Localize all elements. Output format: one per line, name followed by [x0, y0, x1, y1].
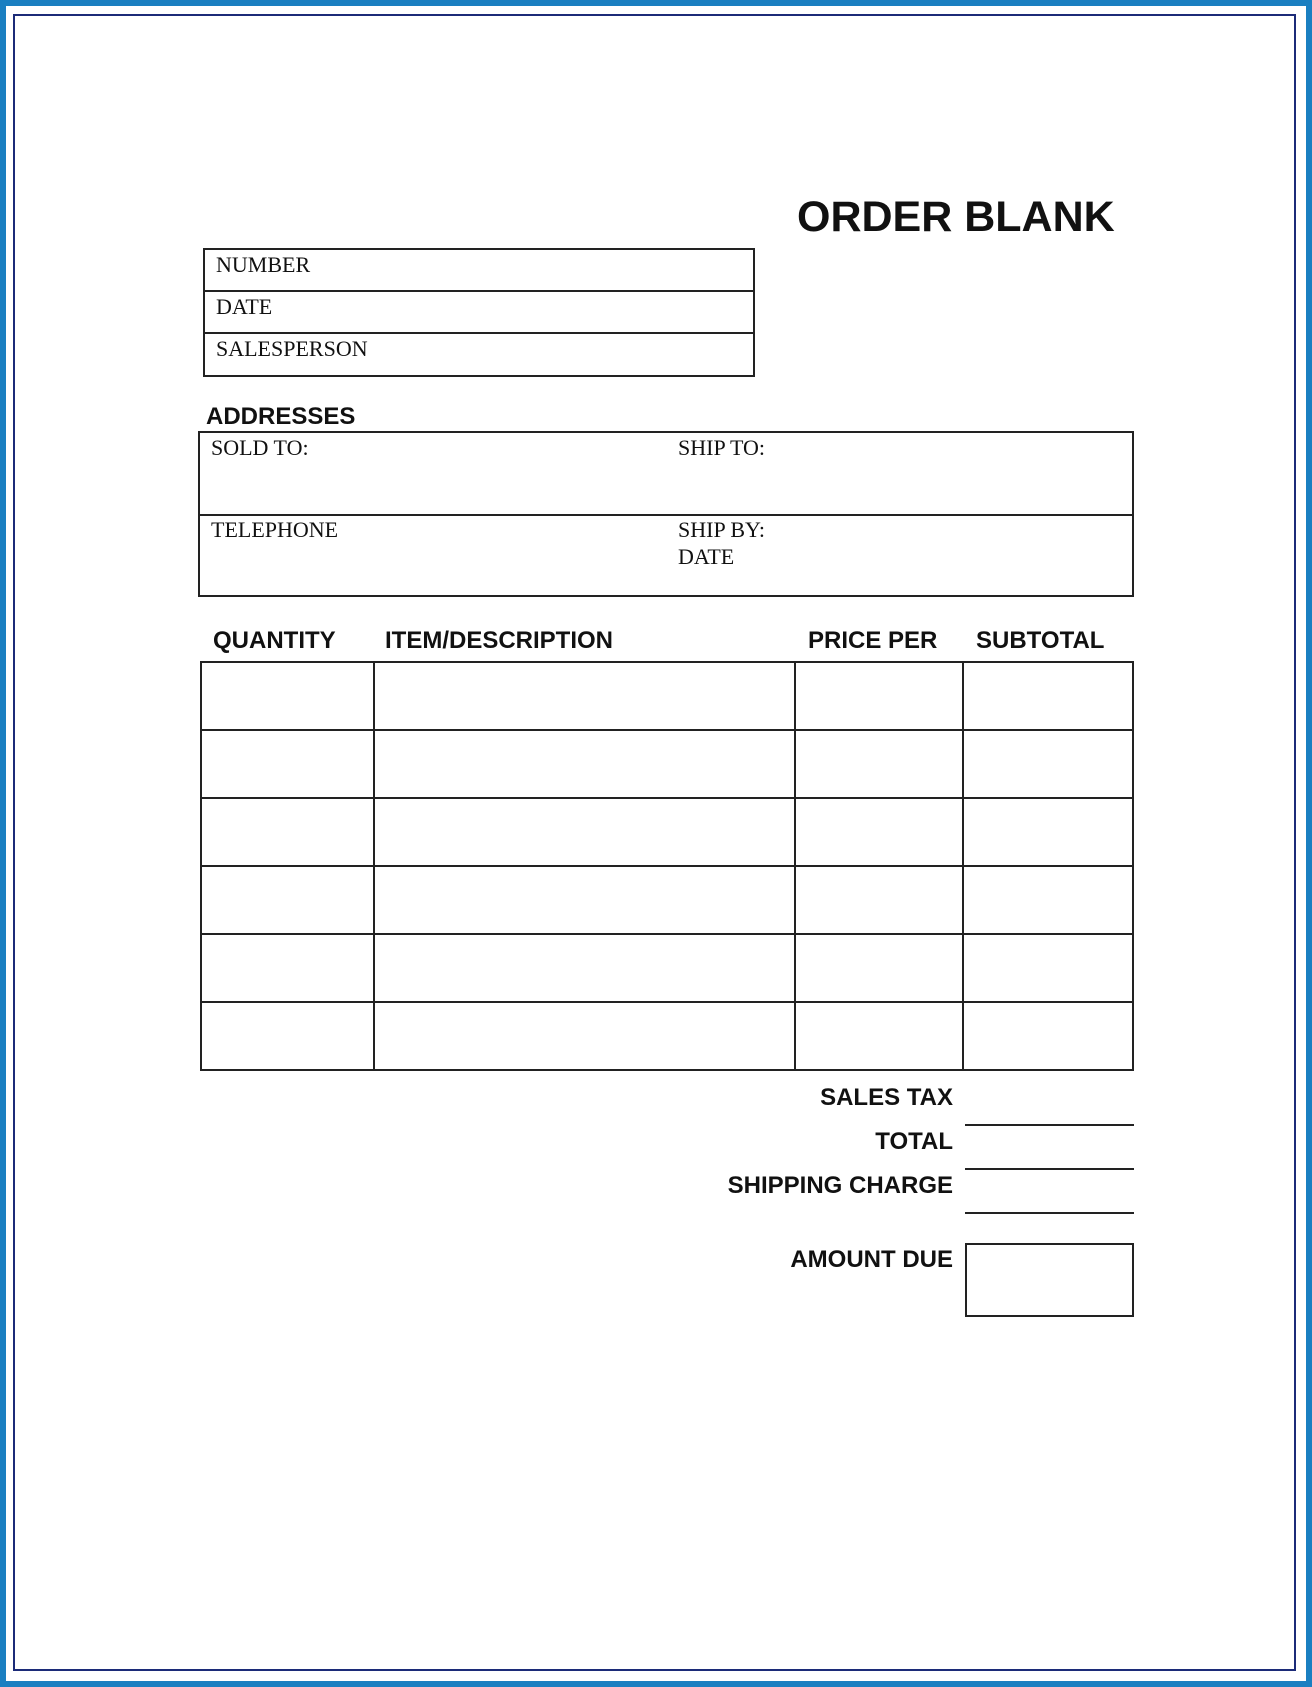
quantity-cell[interactable]	[201, 1002, 374, 1070]
table-row	[201, 662, 1133, 730]
shipping-charge-line[interactable]	[965, 1212, 1134, 1214]
price-per-cell[interactable]	[795, 934, 964, 1002]
ship-by-label: SHIP BY:	[678, 517, 766, 542]
quantity-cell[interactable]	[201, 798, 374, 866]
description-cell[interactable]	[374, 1002, 795, 1070]
description-cell[interactable]	[374, 662, 795, 730]
price-per-cell[interactable]	[795, 1002, 964, 1070]
sales-tax-label: SALES TAX	[820, 1084, 953, 1111]
date-label: DATE	[216, 294, 273, 319]
description-cell[interactable]	[374, 730, 795, 798]
number-field[interactable]	[205, 250, 753, 292]
column-header-quantity: QUANTITY	[213, 627, 336, 654]
form-title: ORDER BLANK	[797, 193, 1115, 241]
number-label: NUMBER	[216, 252, 311, 277]
total-line[interactable]	[965, 1168, 1134, 1170]
addresses-box	[198, 431, 1134, 597]
column-header-item-description: ITEM/DESCRIPTION	[385, 627, 614, 654]
ship-to-label: SHIP TO:	[678, 435, 766, 460]
price-per-cell[interactable]	[795, 730, 964, 798]
table-row	[201, 1002, 1133, 1070]
items-table	[200, 661, 1134, 1071]
date-field[interactable]	[205, 292, 753, 334]
quantity-cell[interactable]	[201, 730, 374, 798]
telephone-label: TELEPHONE	[211, 517, 339, 542]
column-header-subtotal: SUBTOTAL	[976, 627, 1105, 654]
table-row	[201, 798, 1133, 866]
sales-tax-line[interactable]	[965, 1124, 1134, 1126]
price-per-cell[interactable]	[795, 866, 964, 934]
salesperson-field[interactable]	[205, 334, 753, 376]
column-header-price-per: PRICE PER	[808, 627, 938, 654]
quantity-cell[interactable]	[201, 662, 374, 730]
sold-to-label: SOLD TO:	[211, 435, 309, 460]
description-cell[interactable]	[374, 866, 795, 934]
table-row	[201, 866, 1133, 934]
subtotal-cell[interactable]	[963, 934, 1133, 1002]
subtotal-cell[interactable]	[963, 730, 1133, 798]
subtotal-cell[interactable]	[963, 866, 1133, 934]
salesperson-label: SALESPERSON	[216, 336, 368, 361]
shipping-charge-label: SHIPPING CHARGE	[727, 1172, 953, 1199]
amount-due-label: AMOUNT DUE	[790, 1246, 953, 1273]
amount-due-box[interactable]	[965, 1243, 1134, 1317]
quantity-cell[interactable]	[201, 866, 374, 934]
description-cell[interactable]	[374, 934, 795, 1002]
subtotal-cell[interactable]	[963, 798, 1133, 866]
total-label: TOTAL	[875, 1128, 953, 1155]
order-info-box	[203, 248, 755, 377]
ship-date-label: DATE	[678, 544, 735, 569]
quantity-cell[interactable]	[201, 934, 374, 1002]
table-row	[201, 934, 1133, 1002]
description-cell[interactable]	[374, 798, 795, 866]
price-per-cell[interactable]	[795, 798, 964, 866]
addresses-heading: ADDRESSES	[206, 403, 356, 430]
subtotal-cell[interactable]	[963, 662, 1133, 730]
price-per-cell[interactable]	[795, 662, 964, 730]
table-row	[201, 730, 1133, 798]
subtotal-cell[interactable]	[963, 1002, 1133, 1070]
